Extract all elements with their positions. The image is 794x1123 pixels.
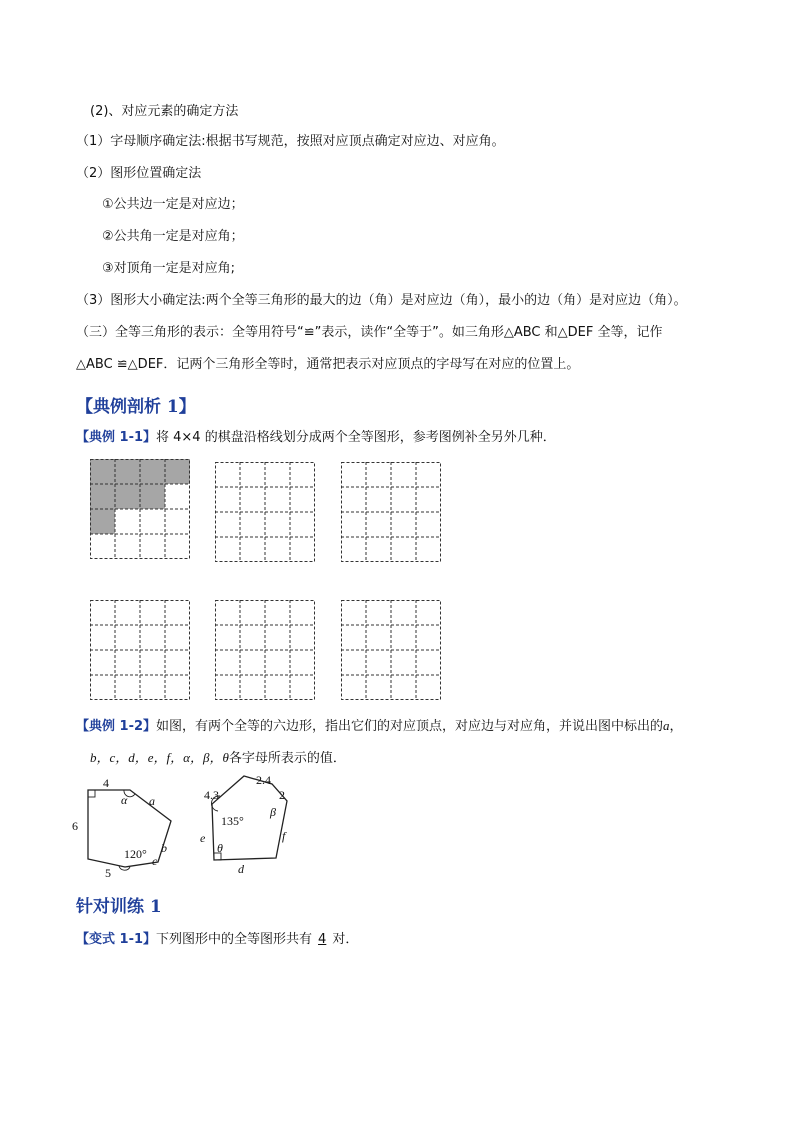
- grid-blank-5: [341, 600, 441, 700]
- variant-1-1-text2: 对．: [332, 932, 359, 947]
- example-1-2-letters: b，c，d，e，f，α，β，θ: [90, 750, 229, 765]
- hex2-label-f: f: [282, 829, 286, 843]
- method-3: （3）图形大小确定法:两个全等三角形的最大的边（角）是对应边（角），最小的边（角）是对应边（角）。: [76, 293, 687, 308]
- rule-1: ①公共边一定是对应边；: [102, 197, 244, 212]
- training-heading: 针对训练 1: [76, 897, 162, 917]
- hexagon-1: [60, 772, 190, 882]
- hex1-label-a: a: [149, 794, 155, 808]
- rule-2: ②公共角一定是对应角；: [102, 229, 244, 244]
- variant-1-1-answer: 4: [318, 932, 327, 947]
- grid-blank-3: [90, 600, 190, 700]
- example-1-2-tag: 【典例 1-2】: [76, 719, 157, 734]
- example-1-2-comma: ，: [669, 719, 683, 734]
- variant-1-1: [76, 931, 358, 949]
- hexagon-2: [196, 772, 306, 882]
- hex2-label-d: d: [238, 862, 244, 876]
- example-1-2: [76, 717, 683, 736]
- rule-3: ③对顶角一定是对应角;: [102, 261, 236, 276]
- hex1-label-4: 4: [103, 776, 109, 790]
- grid-blank-2: [341, 462, 441, 562]
- example-1-2-text2: 各字母所表示的值．: [228, 751, 346, 766]
- example-1-1: [76, 429, 556, 447]
- method-1: （1）字母顺序确定法:根据书写规范，按照对应顶点确定对应边、对应角。: [76, 134, 505, 149]
- section-title: (2)、对应元素的确定方法: [90, 104, 239, 119]
- hex2-label-2.4: 2.4: [256, 773, 271, 787]
- hex1-label-b: b: [161, 841, 167, 855]
- hex2-label-beta: β: [270, 805, 276, 819]
- grid-blank-4: [215, 600, 315, 700]
- hex2-label-theta: θ: [217, 841, 223, 855]
- notation-line-1: （三）全等三角形的表示：全等用符号“≌”表示，读作“全等于”。如三角形△ABC 和△DEF 全等，记作: [76, 325, 663, 340]
- hex2-label-4.3: 4.3: [204, 788, 219, 802]
- hex1-label-5: 5: [105, 866, 111, 880]
- grid-blank-1: [215, 462, 315, 562]
- hex1-label-alpha: α: [121, 793, 128, 807]
- example-1-1-text: 将 4×4 的棋盘沿格线划分成两个全等图形，参考图例补全另外几种．: [156, 430, 556, 445]
- hex2-label-e: e: [200, 831, 206, 845]
- example-1-2-text: 如图，有两个全等的六边形，指出它们的对应顶点，对应边与对应角，并说出图中标出的: [156, 719, 664, 734]
- example-1-2-cont: [90, 749, 346, 768]
- grid-example: [90, 459, 190, 559]
- variant-1-1-tag: 【变式 1-1】: [76, 932, 157, 947]
- example-1-1-tag: 【典例 1-1】: [76, 430, 157, 445]
- hex2-label-135: 135°: [221, 814, 244, 828]
- hex1-label-120: 120°: [124, 847, 147, 861]
- hex1-label-c: c: [152, 854, 158, 868]
- hex2-label-2: 2: [279, 788, 285, 802]
- variant-1-1-text: 下列图形中的全等图形共有: [156, 932, 313, 947]
- example-1-2-a: a: [663, 718, 670, 733]
- example-heading: 【典例剖析 1】: [76, 397, 196, 417]
- notation-line-2: △ABC ≌△DEF．记两个三角形全等时，通常把表示对应顶点的字母写在对应的位置上。: [76, 357, 580, 372]
- hex1-label-6: 6: [72, 819, 78, 833]
- method-2: （2）图形位置确定法: [76, 166, 202, 181]
